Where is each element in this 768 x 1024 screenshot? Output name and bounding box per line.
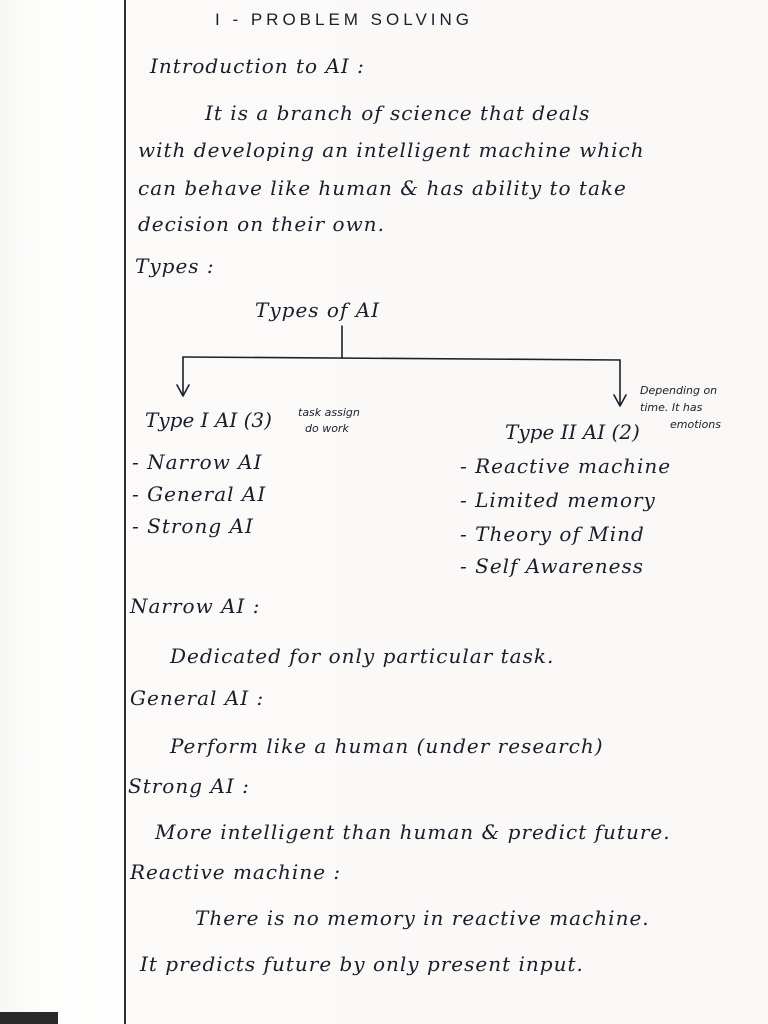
diagram-branch-line bbox=[183, 357, 620, 360]
diagram-root-label: Types of AI bbox=[255, 298, 381, 322]
type-2-note: Depending on bbox=[640, 384, 718, 397]
type-2-item: - Limited memory bbox=[460, 488, 656, 512]
section-line: Dedicated for only particular task. bbox=[170, 644, 555, 668]
left-arrowhead bbox=[177, 385, 189, 396]
section-line: There is no memory in reactive machine. bbox=[195, 906, 650, 930]
type-1-note: task assign bbox=[298, 406, 360, 419]
section-heading-general-ai: General AI : bbox=[130, 686, 265, 710]
type-2-note: time. It has bbox=[640, 401, 703, 414]
intro-line: can behave like human & has ability to take bbox=[138, 176, 627, 200]
type-1-item: - Narrow AI bbox=[132, 450, 263, 474]
section-heading-narrow-ai: Narrow AI : bbox=[130, 594, 261, 618]
type-1-item: - General AI bbox=[132, 482, 267, 506]
section-heading-strong-ai: Strong AI : bbox=[128, 774, 250, 798]
page-title: I - PROBLEM SOLVING bbox=[215, 10, 474, 29]
section-line: It predicts future by only present input. bbox=[140, 952, 584, 976]
section-heading-reactive-machine: Reactive machine : bbox=[130, 860, 342, 884]
intro-line: with developing an intelligent machine which bbox=[138, 138, 645, 162]
type-2-item: - Reactive machine bbox=[460, 454, 672, 478]
intro-line: decision on their own. bbox=[138, 212, 385, 236]
type-2-item: - Self Awareness bbox=[460, 554, 645, 578]
type-1-note: do work bbox=[305, 422, 349, 435]
notebook-margin-line bbox=[124, 0, 126, 1024]
type-2-item: - Theory of Mind bbox=[460, 522, 645, 546]
section-line: Perform like a human (under research) bbox=[170, 734, 604, 758]
type-2-label: Type II AI (2) bbox=[505, 420, 640, 444]
type-1-label: Type I AI (3) bbox=[145, 408, 272, 432]
types-heading: Types : bbox=[135, 254, 215, 278]
right-arrowhead bbox=[614, 395, 626, 406]
section-line: More intelligent than human & predict future. bbox=[155, 820, 671, 844]
intro-line: It is a branch of science that deals bbox=[205, 101, 591, 125]
intro-heading: Introduction to AI : bbox=[150, 54, 365, 78]
page-corner-shadow bbox=[0, 1012, 58, 1024]
type-2-note: emotions bbox=[670, 418, 722, 431]
type-1-item: - Strong AI bbox=[132, 514, 254, 538]
